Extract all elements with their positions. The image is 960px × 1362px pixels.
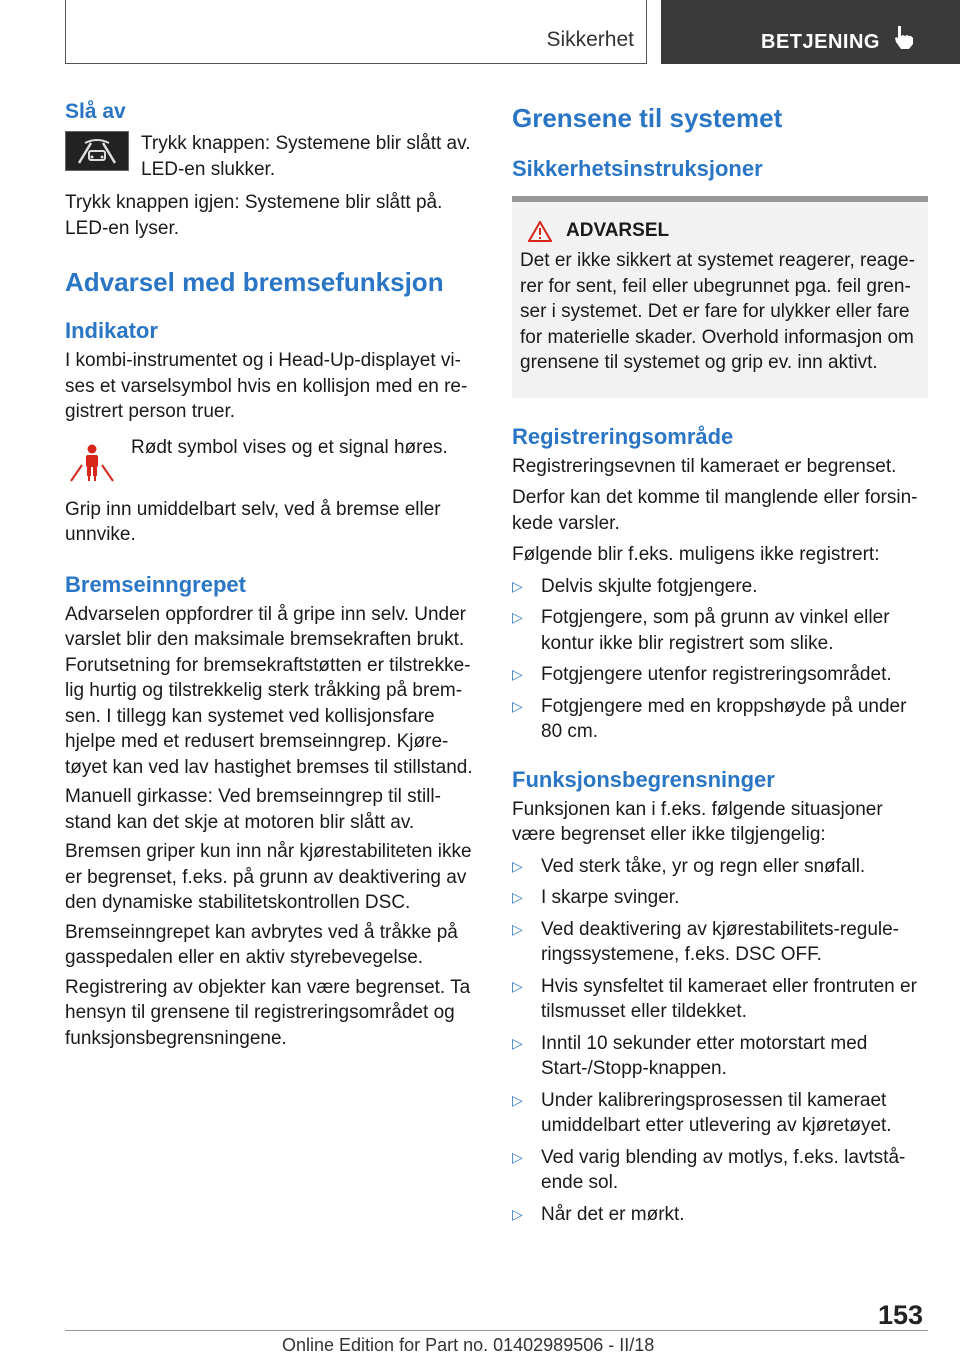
brake-intervention-heading: Bremseinngrepet (65, 571, 246, 597)
header-chapter-label: BETJENING (761, 31, 880, 53)
warning-title-row (528, 220, 920, 242)
system-limits-heading: Grensene til systemet (512, 103, 783, 133)
triangle-bullet-icon: ▷ (512, 577, 523, 594)
header-section-box (65, 0, 647, 64)
list-item-text: Hvis synsfeltet til kameraet eller frontruten er tilsmusset eller tildekket. (541, 975, 917, 1022)
switch-off-heading: Slå av (65, 100, 126, 123)
triangle-bullet-icon: ▷ (512, 1148, 523, 1165)
warning-title: ADVARSEL (566, 220, 670, 241)
footer-edition: Online Edition for Part no. 01402989506 - II/18 (282, 1335, 655, 1355)
brake-intervention-paragraph-2: Manuell girkasse: Ved bremseinngrep til still-stand kan det skje at motoren blir slått av. (65, 786, 441, 833)
list-item-text: Når det er mørkt. (541, 1203, 685, 1225)
triangle-bullet-icon: ▷ (512, 1034, 523, 1051)
list-item-text: I skarpe svinger. (541, 887, 680, 908)
header-section-label: Sikkerhet (546, 28, 634, 51)
footer-divider (65, 1330, 928, 1331)
warning-triangle-icon (528, 221, 552, 242)
indicator-icon-row (65, 435, 475, 497)
safety-instructions-heading: Sikkerhetsinstruksjoner (512, 156, 763, 181)
triangle-bullet-icon: ▷ (512, 920, 523, 937)
list-item-text: Fotgjengere utenfor registreringsområdet. (541, 664, 892, 685)
list-item (512, 1088, 928, 1139)
right-column (512, 100, 928, 1233)
list-item-text: Ved varig blending av motlys, f.eks. lavtstå-ende sol. (541, 1146, 906, 1193)
brake-warning-heading: Advarsel med bremsefunksjon (65, 267, 444, 297)
list-item (512, 605, 928, 656)
function-limits-list (512, 854, 928, 1228)
intervene-paragraph: Grip inn umiddelbart selv, ved å bremse eller unnvike. (65, 498, 441, 545)
triangle-bullet-icon: ▷ (512, 857, 523, 874)
switch-off-icon-box (65, 131, 141, 182)
warning-text: Det er ikke sikkert at systemet reagerer, reage-rer for sent, feil eller ubegrunnet pga. feil gren-ser i systemet. Det er fare for ulykker eller fare for materielle skader. Overhold informasjon om grensene til systemet og grip ev. inn aktivt. (520, 250, 915, 373)
brake-intervention-paragraph-3: Bremsen griper kun inn når kjørestabiliteten ikke er begrenset, f.eks. på grunn av deaktivering av den dynamiske stabilitetskontrollen DSC. (65, 841, 472, 913)
list-item (512, 1145, 928, 1196)
detection-paragraph-2: Derfor kan det komme til manglende eller forsin-kede varsler. (512, 487, 918, 534)
list-item (512, 885, 928, 911)
list-item-text: Ved deaktivering av kjørestabilitets-regule-ringssystemene, f.eks. DSC OFF. (541, 918, 900, 965)
list-item (512, 662, 928, 688)
list-item (512, 854, 928, 880)
brake-intervention-paragraph-4: Bremseinngrepet kan avbrytes ved å tråkke på gasspedalen eller en aktiv styrebevegelse. (65, 921, 458, 968)
triangle-bullet-icon: ▷ (512, 1205, 523, 1222)
list-item (512, 574, 928, 600)
header-chapter-box (661, 0, 960, 64)
switch-on-instruction: Trykk knappen igjen: Systemene blir slått på. LED-en lyser. (65, 192, 443, 239)
indicator-paragraph: I kombi-instrumentet og i Head-Up-displayet vi-ses et varselsymbol hvis en kollisjon med en re-gistrert person truer. (65, 350, 468, 422)
indicator-icon-text: Rødt symbol vises og et signal høres. (131, 436, 448, 458)
triangle-bullet-icon: ▷ (512, 889, 523, 905)
switch-off-instruction: Trykk knappen: Systemene blir slått av. LED-en slukker. (141, 133, 471, 180)
pointing-hand-icon (893, 24, 915, 50)
triangle-bullet-icon: ▷ (512, 977, 523, 994)
left-column (65, 100, 475, 1051)
detection-list (512, 574, 928, 745)
detection-range-heading: Registreringsområde (512, 423, 734, 449)
list-item-text: Inntil 10 sekunder etter motorstart med Start-/Stopp-knappen. (541, 1032, 868, 1079)
brake-intervention-paragraph-5: Registrering av objekter kan være begrenset. Ta hensyn til grensene til registreringsområdet og funksjonsbegrensningene. (65, 976, 471, 1049)
list-item-text: Delvis skjulte fotgjengere. (541, 575, 758, 597)
triangle-bullet-icon: ▷ (512, 609, 523, 625)
indicator-icon-box (65, 435, 131, 497)
triangle-bullet-icon: ▷ (512, 1091, 523, 1108)
brake-intervention-paragraph-1: Advarselen oppfordrer til å gripe inn selv. Under varslet blir den maksimale bremsekraften brukt. Forutsetning for bremsekraftstøtten er tilstrekke-lig hurtig og tilstrekkelig sterk tråkking på brem-sen. I tillegg kan systemet ved kollisjonsfare hjelpe med et redusert bremseinngrep. Kjøre-tøyet kan ved lav hastighet bremses til stillstand. (65, 603, 473, 778)
triangle-bullet-icon: ▷ (512, 666, 523, 682)
detection-paragraph-3: Følgende blir f.eks. muligens ikke registrert: (512, 544, 880, 565)
warning-box (512, 196, 928, 398)
list-item (512, 1202, 928, 1228)
pedestrian-warning-icon (65, 435, 119, 491)
indicator-heading: Indikator (65, 318, 158, 343)
list-item-text: Fotgjengere, som på grunn av vinkel eller kontur ikke blir registrert som slike. (541, 607, 890, 654)
list-item (512, 974, 928, 1025)
list-item-text: Under kalibreringsprosessen til kameraet umiddelbart etter utlevering av kjøretøyet. (541, 1089, 892, 1136)
function-limits-paragraph: Funksjonen kan i f.eks. følgende situasjoner være begrenset eller ikke tilgjengelig: (512, 798, 883, 845)
page-number: 153 (878, 1300, 924, 1330)
list-item-text: Fotgjengere med en kroppshøyde på under 80 cm. (541, 695, 907, 742)
list-item (512, 1031, 928, 1082)
triangle-bullet-icon: ▷ (512, 697, 523, 714)
list-item-text: Ved sterk tåke, yr og regn eller snøfall. (541, 855, 866, 877)
switch-off-icon-row (65, 131, 475, 182)
function-limits-heading: Funksjonsbegrensninger (512, 766, 775, 792)
pedestrian-warning-button-icon (65, 131, 129, 171)
list-item (512, 917, 928, 968)
detection-paragraph-1: Registreringsevnen til kameraet er begrenset. (512, 455, 897, 477)
list-item (512, 694, 928, 745)
